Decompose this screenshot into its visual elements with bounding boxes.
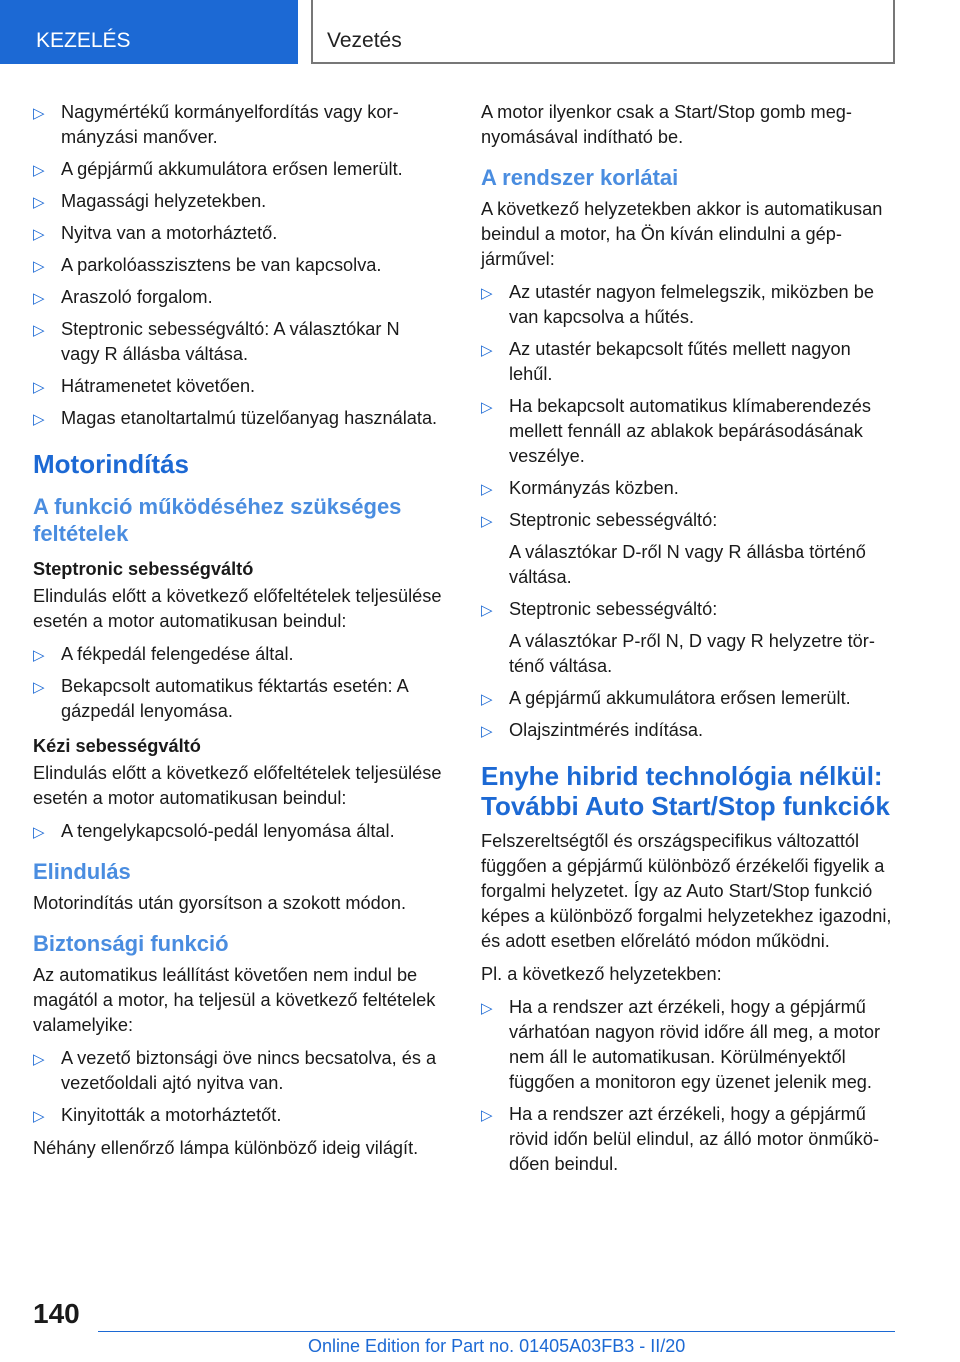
triangle-bullet-icon: ▷ xyxy=(33,679,45,696)
list-item: ▷ A vezető biztonsági öve nincs becsatolva, és a vezetőoldali ajtó nyitva van. xyxy=(33,1048,437,1093)
triangle-bullet-icon: ▷ xyxy=(481,602,493,619)
list-item: ▷ Steptronic sebességváltó: A választókar N vagy R állásba váltása. xyxy=(33,319,400,364)
paragraph-felszereltseg: Felszereltségtől és országspecifikus változattól függően a gépjármű különböző érzékelői figyelik a forgalmi helyzetet. Így az Auto Start/Stop funkció képes a különböző forgalmi helyzetekhez igazodni, és adott esetben előrelátó módon működni. xyxy=(481,831,892,951)
triangle-bullet-icon: ▷ xyxy=(33,647,45,664)
triangle-bullet-icon: ▷ xyxy=(33,1051,45,1068)
heading-korlatai: A rendszer korlátai xyxy=(481,165,679,190)
triangle-bullet-icon: ▷ xyxy=(33,226,45,243)
header-section-tab: KEZELÉS xyxy=(0,0,298,64)
triangle-bullet-icon: ▷ xyxy=(481,691,493,708)
conditions-list xyxy=(33,100,443,431)
list-item: ▷ Magassági helyzetekben. xyxy=(33,189,443,214)
helyzetek-list xyxy=(481,995,897,1177)
triangle-bullet-icon: ▷ xyxy=(33,1108,45,1125)
triangle-bullet-icon: ▷ xyxy=(33,258,45,275)
steptronic-list xyxy=(33,642,443,724)
footer-divider xyxy=(98,1331,895,1332)
paragraph-lampa: Néhány ellenőrző lámpa különböző ideig világít. xyxy=(33,1138,419,1158)
list-item: ▷ Kormányzás közben. xyxy=(481,476,897,501)
paragraph-elindulas: Motorindítás után gyorsítson a szokott módon. xyxy=(33,893,407,913)
biztonsagi-list xyxy=(33,1046,443,1128)
paragraph-biztonsagi: Az automatikus leállítást követően nem indul be magától a motor, ha teljesül a következő feltételek valamelyike: xyxy=(33,965,436,1035)
list-item: ▷ Steptronic sebességváltó: A választókar P-ről N, D vagy R helyzetre történő váltása. xyxy=(481,597,897,679)
triangle-bullet-icon: ▷ xyxy=(481,342,493,359)
paragraph-korlatai: A következő helyzetekben akkor is automatikusan beindul a motor, ha Ön kíván elindulni a gépjárművel: xyxy=(481,199,883,269)
left-column xyxy=(33,100,443,1169)
list-item: ▷ Hátramenetet követően. xyxy=(33,374,443,399)
heading-kezi: Kézi sebességváltó xyxy=(33,736,201,756)
triangle-bullet-icon: ▷ xyxy=(33,194,45,211)
list-item: ▷ Nyitva van a motorháztető. xyxy=(33,221,443,246)
triangle-bullet-icon: ▷ xyxy=(33,162,45,179)
korlatai-list xyxy=(481,280,897,743)
heading-steptronic: Steptronic sebességváltó xyxy=(33,559,254,579)
list-item: ▷ Kinyitották a motorháztetőt. xyxy=(33,1103,443,1128)
triangle-bullet-icon: ▷ xyxy=(33,411,45,428)
list-item: ▷ Ha bekapcsolt automatikus klímaberendezés mellett fennáll az ablakok bepárásodásának veszélye. xyxy=(481,396,871,466)
kezi-list xyxy=(33,819,443,844)
paragraph-pl: Pl. a következő helyzetekben: xyxy=(481,964,722,984)
paragraph-kezi: Elindulás előtt a következő előfeltételek teljesülése esetén a motor automatikusan beindul: xyxy=(33,763,442,808)
triangle-bullet-icon: ▷ xyxy=(481,285,493,302)
triangle-bullet-icon: ▷ xyxy=(481,399,493,416)
list-item: ▷ A tengelykapcsoló-pedál lenyomása által. xyxy=(33,819,443,844)
triangle-bullet-icon: ▷ xyxy=(33,290,45,307)
heading-feltetelek: A funkció működéséhez szükséges feltételek xyxy=(33,494,402,546)
list-item: ▷ Az utastér bekapcsolt fűtés mellett nagyon lehűl. xyxy=(481,339,851,384)
heading-biztonsagi: Biztonsági funkció xyxy=(33,931,229,956)
list-item: ▷ Bekapcsolt automatikus féktartás esetén: A gázpedál lenyomása. xyxy=(33,676,408,721)
triangle-bullet-icon: ▷ xyxy=(481,1107,493,1124)
heading-enyhe-hibrid: Enyhe hibrid technológia nélkül: További Auto Start/Stop funkciók xyxy=(481,761,890,821)
list-item: ▷ Ha a rendszer azt érzékeli, hogy a gépjármű rövid időn belül elindul, az álló motor önműködően beindul. xyxy=(481,1104,880,1174)
heading-elindulas: Elindulás xyxy=(33,859,131,884)
list-item: ▷ Nagymértékű kormányelfordítás vagy kormányzási manőver. xyxy=(33,102,399,147)
footer-edition: Online Edition for Part no. 01405A03FB3 - II/20 xyxy=(308,1336,686,1356)
page-number: 140 xyxy=(33,1298,80,1329)
list-item: ▷ Steptronic sebességváltó: A választókar D-ről N vagy R állásba történő váltása. xyxy=(481,508,897,590)
list-item: ▷ Az utastér nagyon felmelegszik, miközben be van kapcsolva a hűtés. xyxy=(481,282,874,327)
list-item-detail: A választókar D-ről N vagy R állásba történő váltása. xyxy=(509,542,866,587)
paragraph-steptronic: Elindulás előtt a következő előfeltételek teljesülése esetén a motor automatikusan beindul: xyxy=(33,586,442,631)
list-item: ▷ Magas etanoltartalmú tüzelőanyag használata. xyxy=(33,406,443,431)
heading-motorinditas: Motorindítás xyxy=(33,449,189,479)
triangle-bullet-icon: ▷ xyxy=(33,105,45,122)
list-item: ▷ Olajszintmérés indítása. xyxy=(481,718,897,743)
triangle-bullet-icon: ▷ xyxy=(33,379,45,396)
paragraph-start: A motor ilyenkor csak a Start/Stop gomb megnyomásával indítható be. xyxy=(481,102,852,147)
list-item: ▷ A gépjármű akkumulátora erősen lemerült. xyxy=(33,157,443,182)
list-item-detail: A választókar P-ről N, D vagy R helyzetre történő váltása. xyxy=(509,631,875,676)
triangle-bullet-icon: ▷ xyxy=(481,723,493,740)
triangle-bullet-icon: ▷ xyxy=(481,1000,493,1017)
triangle-bullet-icon: ▷ xyxy=(481,481,493,498)
triangle-bullet-icon: ▷ xyxy=(33,322,45,339)
list-item: ▷ A gépjármű akkumulátora erősen lemerült. xyxy=(481,686,897,711)
right-column xyxy=(481,100,897,1185)
list-item: ▷ A fékpedál felengedése által. xyxy=(33,642,443,667)
list-item: ▷ Araszoló forgalom. xyxy=(33,285,443,310)
list-item: ▷ A parkolóasszisztens be van kapcsolva. xyxy=(33,253,443,278)
triangle-bullet-icon: ▷ xyxy=(33,824,45,841)
list-item: ▷ Ha a rendszer azt érzékeli, hogy a gépjármű várhatóan nagyon rövid időre áll meg, a motor nem áll le automatikusan. Körülményektől függően a monitoron egy üzenet jelenik meg. xyxy=(481,997,881,1092)
triangle-bullet-icon: ▷ xyxy=(481,513,493,530)
header-chapter-title: Vezetés xyxy=(311,0,895,64)
